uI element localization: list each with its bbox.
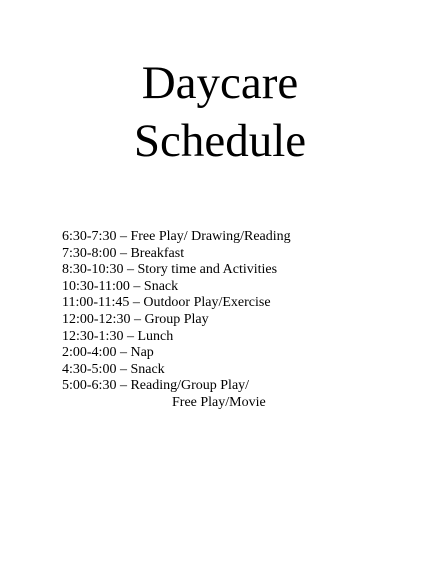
schedule-activity: Lunch: [137, 328, 174, 344]
schedule-separator: –: [123, 328, 138, 344]
schedule-activity: Snack: [130, 361, 165, 377]
schedule-time: 5:00-6:30: [62, 378, 117, 394]
schedule-separator: –: [116, 345, 131, 361]
schedule-separator: –: [130, 311, 145, 327]
schedule-separator: –: [123, 262, 138, 278]
schedule-item: [62, 246, 291, 263]
schedule-time: 12:00-12:30: [62, 311, 131, 327]
schedule-activity: Group Play: [144, 311, 209, 327]
schedule-item: [62, 362, 291, 379]
schedule-time: 12:30-1:30: [62, 328, 124, 344]
schedule-item: [62, 279, 291, 296]
schedule-activity: Story time and Activities: [137, 262, 278, 278]
schedule-separator: –: [116, 378, 131, 394]
schedule-item: [62, 329, 291, 346]
schedule-activity: Breakfast: [130, 245, 185, 261]
schedule-time: 8:30-10:30: [62, 262, 124, 278]
schedule-item: [62, 229, 291, 246]
schedule-list: [62, 229, 291, 412]
schedule-item: [62, 378, 291, 395]
schedule-time: 6:30-7:30: [62, 229, 117, 244]
schedule-item: [62, 312, 291, 329]
schedule-activity: Nap: [130, 345, 154, 361]
schedule-separator: –: [129, 295, 144, 311]
schedule-time: 2:00-4:00: [62, 345, 117, 361]
schedule-activity: Free Play/ Drawing/Reading: [130, 229, 291, 244]
schedule-item: [62, 295, 291, 312]
schedule-separator: –: [116, 245, 131, 261]
schedule-activity: Outdoor Play/Exercise: [143, 295, 271, 311]
schedule-time: 7:30-8:00: [62, 245, 117, 261]
schedule-time: 10:30-11:00: [62, 278, 130, 294]
schedule-activity: Reading/Group Play/: [130, 378, 250, 394]
schedule-separator: –: [116, 361, 131, 377]
schedule-item: [62, 262, 291, 279]
schedule-time: 11:00-11:45: [62, 295, 130, 311]
title-line-1: Daycare: [141, 57, 299, 109]
schedule-item: [62, 345, 291, 362]
schedule-separator: –: [129, 278, 144, 294]
schedule-item-continuation: Free Play/Movie: [172, 394, 266, 410]
schedule-activity: Snack: [143, 278, 179, 294]
schedule-time: 4:30-5:00: [62, 361, 117, 377]
schedule-separator: –: [116, 229, 131, 244]
title-line-2: Schedule: [133, 115, 307, 167]
